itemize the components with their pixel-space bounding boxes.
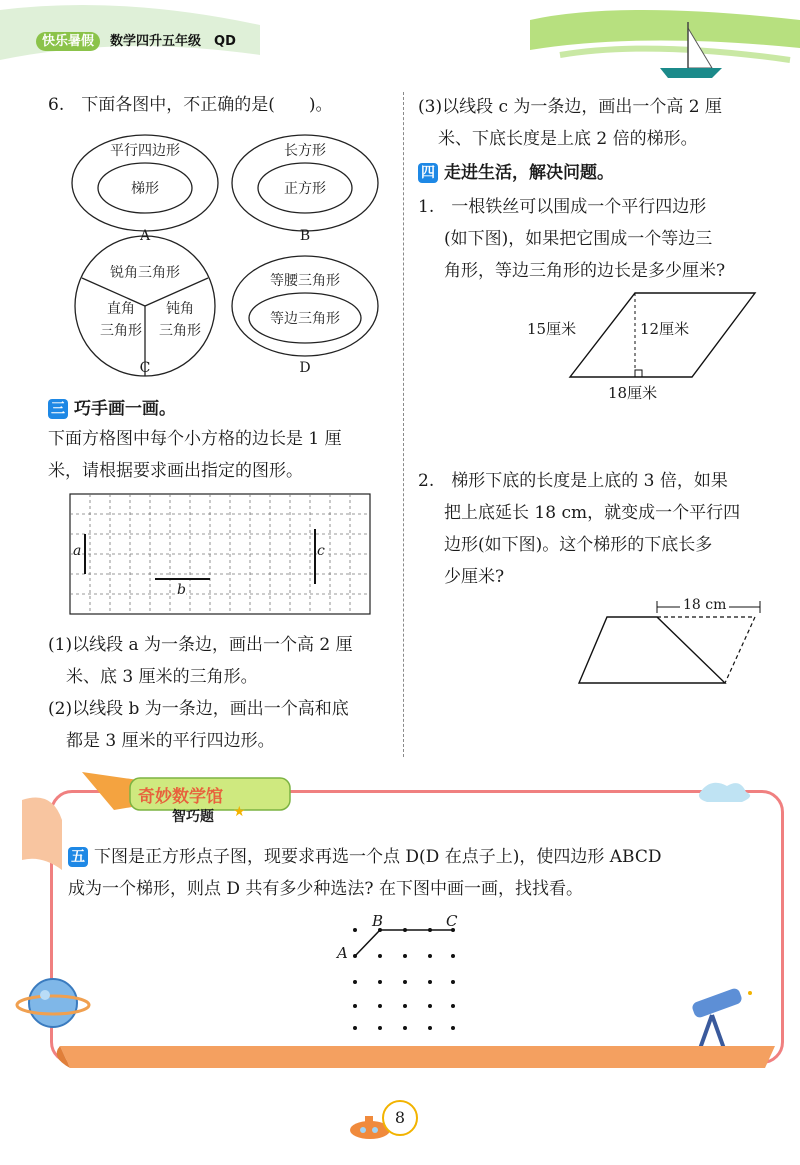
sec3-p2a: (2)以线段 b 为一条边，画出一个高和底 bbox=[48, 699, 349, 719]
header-book: 数学四升五年级 QD bbox=[110, 34, 236, 49]
column-divider bbox=[403, 92, 404, 757]
square-grid bbox=[68, 492, 373, 618]
fig1-base-label: 18厘米 bbox=[608, 384, 658, 402]
bottom-scroll-decoration bbox=[50, 1040, 785, 1075]
fig-b-outer: 长方形 bbox=[284, 143, 326, 159]
sec5-line1 bbox=[68, 842, 661, 872]
sec4-q1c: 角形，等边三角形的边长是多少厘米? bbox=[444, 261, 726, 281]
dot-grid bbox=[345, 918, 465, 1038]
grid-label-a: a bbox=[73, 543, 82, 559]
sec3-title: 巧手画一画。 bbox=[74, 399, 176, 419]
sec3-heading bbox=[48, 394, 176, 424]
q6-stem: 6. 下面各图中，不正确的是( )。 bbox=[48, 95, 333, 115]
header-title bbox=[36, 30, 236, 49]
sec5-text1: 下图是正方形点子图，现要求再选一个点 D(D 在点子上)，使四边形 ABCD bbox=[94, 847, 662, 867]
sec3-p1b: 米、底 3 厘米的三角形。 bbox=[66, 667, 258, 687]
fig-c-top: 锐角三角形 bbox=[110, 265, 180, 281]
sec4-q2a: 2. 梯形下底的长度是上底的 3 倍，如果 bbox=[418, 471, 728, 491]
fig-c-left1: 直角 bbox=[107, 301, 135, 317]
sec3-p3a: (3)以线段 c 为一条边，画出一个高 2 厘 bbox=[418, 97, 723, 117]
sec4-q1b: (如下图)，如果把它围成一个等边三 bbox=[444, 229, 713, 249]
sec4-heading bbox=[418, 158, 614, 188]
sec3-intro2: 米，请根据要求画出指定的图形。 bbox=[48, 461, 303, 481]
sec4-q1a: 1. 一根铁丝可以围成一个平行四边形 bbox=[418, 197, 707, 217]
fig1-side-label: 15厘米 bbox=[527, 320, 577, 338]
point-a-label: A bbox=[337, 944, 348, 962]
fig-c-right1: 钝角 bbox=[166, 301, 194, 317]
grid-label-c: c bbox=[317, 543, 325, 559]
sec3-p3b: 米、下底长度是上底 2 倍的梯形。 bbox=[438, 129, 698, 149]
sec4-badge: 四 bbox=[418, 163, 438, 183]
fun-banner-title: 奇妙数学馆 bbox=[138, 787, 223, 807]
fig-d-outer: 等腰三角形 bbox=[270, 273, 340, 289]
fun-banner-sub: 智巧题 bbox=[172, 809, 214, 825]
fig-a-outer: 平行四边形 bbox=[110, 143, 180, 159]
sec4-title: 走进生活，解决问题。 bbox=[444, 163, 614, 183]
sec4-q2d: 少厘米? bbox=[444, 567, 505, 587]
fig2-ext-label: 18 cm bbox=[680, 597, 729, 613]
trapezoid-figure bbox=[575, 595, 770, 690]
fig-b-inner: 正方形 bbox=[284, 181, 326, 197]
sec3-badge: 三 bbox=[48, 399, 68, 419]
planet-icon bbox=[15, 965, 95, 1045]
fig-c-left2: 三角形 bbox=[100, 323, 142, 339]
sec3-p1a: (1)以线段 a 为一条边，画出一个高 2 厘 bbox=[48, 635, 353, 655]
sec4-q2c: 边形(如下图)。这个梯形的下底长多 bbox=[444, 535, 713, 555]
star-icon: ★ bbox=[233, 804, 246, 820]
header-tag: 快乐暑假 bbox=[36, 32, 100, 51]
fig-b-label: B bbox=[299, 228, 311, 244]
fig1-height-label: 12厘米 bbox=[640, 320, 690, 338]
fig-d-inner: 等边三角形 bbox=[270, 311, 340, 327]
sec5-badge: 五 bbox=[68, 847, 88, 867]
grid-label-b: b bbox=[177, 582, 186, 598]
sec3-intro1: 下面方格图中每个小方格的边长是 1 厘 bbox=[48, 429, 342, 449]
fig-a-inner: 梯形 bbox=[131, 181, 159, 197]
fig-c-label: C bbox=[139, 360, 151, 376]
page-number: 8 bbox=[382, 1100, 418, 1136]
point-c-label: C bbox=[446, 912, 458, 930]
fig-d-label: D bbox=[299, 360, 311, 376]
sec5-line2: 成为一个梯形，则点 D 共有多少种选法? 在下图中画一画，找找看。 bbox=[68, 879, 583, 899]
q6-figures bbox=[70, 128, 400, 388]
fig-a-label: A bbox=[139, 228, 151, 244]
fig-c-right2: 三角形 bbox=[159, 323, 201, 339]
sec3-p2b: 都是 3 厘米的平行四边形。 bbox=[66, 731, 275, 751]
sec4-q2b: 把上底延长 18 cm，就变成一个平行四 bbox=[444, 503, 741, 523]
point-b-label: B bbox=[372, 912, 384, 930]
